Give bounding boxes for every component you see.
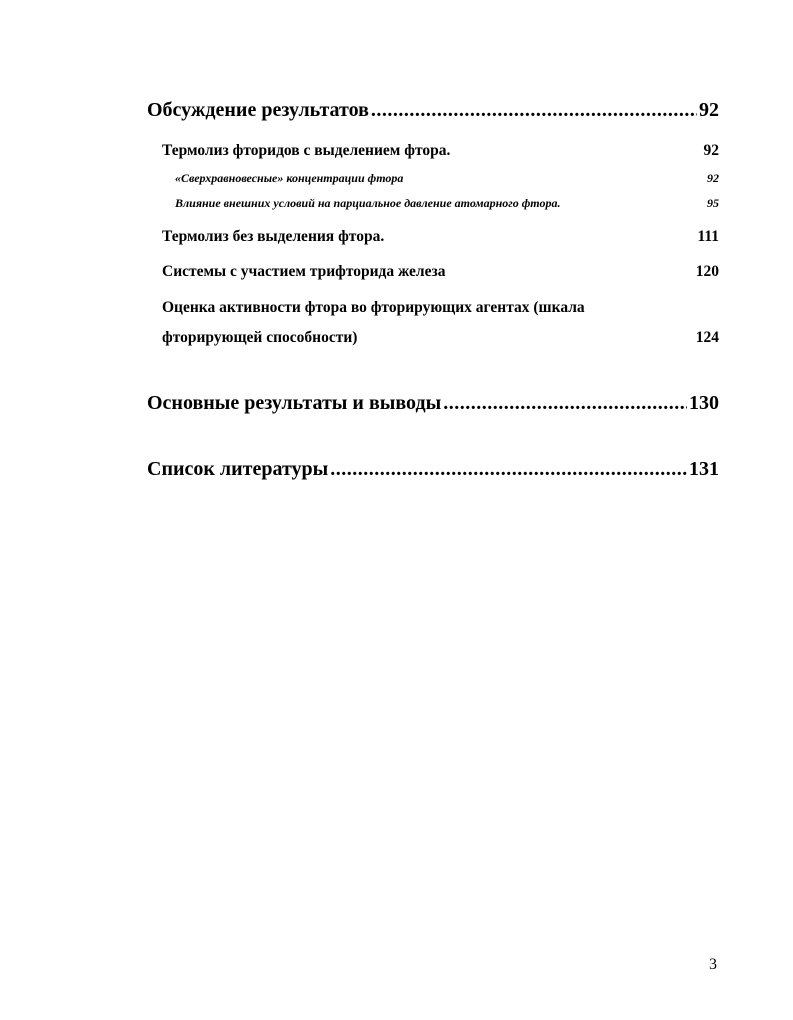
page-number: 3 [709,956,717,973]
toc-title: Термолиз без выделения фтора. [162,228,385,245]
toc-page: 111 [697,228,719,245]
toc-entry-superequilibrium [175,171,719,186]
toc-page: 92 [707,171,719,185]
toc-entry-references [147,458,719,481]
toc-title: Системы с участием трифторида железа [162,263,446,280]
toc-title: Термолиз фторидов с выделением фтора. [162,142,451,159]
toc-entry-thermolysis-with-fluorine [162,142,719,160]
toc-page: 120 [695,263,719,280]
toc-page: 95 [707,196,719,210]
dot-leader [371,99,697,122]
toc-entry-fluorine-activity-line2 [162,329,719,347]
toc-title: фторирующей способности) [162,329,358,346]
dot-leader [330,458,687,481]
dot-leader [443,392,687,415]
toc-entry-thermolysis-without-fluorine [162,228,719,246]
toc-page: 124 [695,329,719,346]
toc-entry-iron-trifluoride [162,263,719,281]
toc-page: 131 [689,458,719,480]
toc-entry-external-conditions [175,196,719,211]
toc-page: 130 [689,392,719,414]
toc-title: Основные результаты и выводы [147,392,442,414]
toc-entry-discussion [147,99,719,122]
toc-entry-fluorine-activity-line1 [162,299,719,317]
toc-title: Список литературы [147,458,329,480]
toc-entry-conclusions [147,392,719,415]
toc-title: Оценка активности фтора во фторирующих агентах (шкала [162,299,585,316]
toc-title: Влияние внешних условий на парциальное давление атомарного фтора. [175,196,561,210]
toc-page: 92 [699,99,719,121]
toc-title: Обсуждение результатов [147,99,369,121]
toc-page: 92 [703,142,719,159]
toc-title: «Сверхравновесные» концентрации фтора [175,171,404,185]
